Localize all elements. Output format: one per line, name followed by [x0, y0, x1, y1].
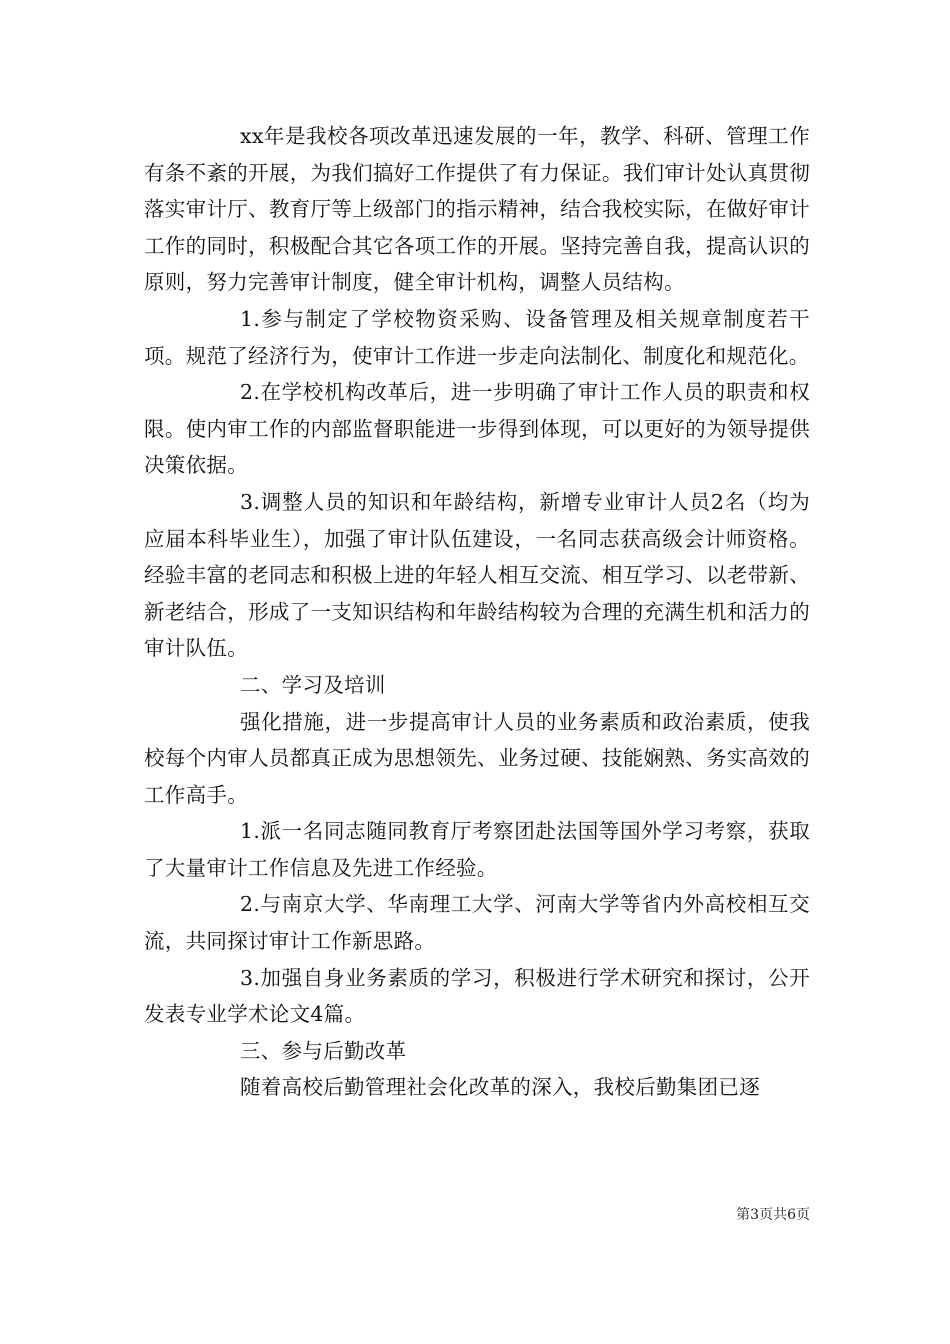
section-heading-study-training: 二、学习及培训 — [240, 672, 386, 697]
paragraph-intro: xx年是我校各项改革迅速发展的一年，教学、科研、管理工作有条不紊的开展，为我们搞好工作提供了有力保证。我们审计处认真贯彻落实审计厅、教育厅等上级部门的指示精神，结合我校实际，在做好审计工作的同时，积极配合其它各项工作的开展。坚持完善自我，提高认识的原则，努力完善审计制度，健全审计机构，调整人员结构。 — [144, 124, 810, 295]
paragraph-item-1: 1.参与制定了学校物资采购、设备管理及相关规章制度若干项。规范了经济行为，使审计工作进一步走向法制化、制度化和规范化。 — [144, 306, 810, 368]
paragraph-item-3: 3.调整人员的知识和年龄结构，新增专业审计人员2名（均为应届本科毕业生），加强了审计队伍建设，一名同志获高级会计师资格。经验丰富的老同志和积极上进的年轻人相互交流、相互学习、以老带新、新老结合，形成了一支知识结构和年龄结构较为合理的充满生机和活力的审计队伍。 — [144, 489, 810, 661]
document-body — [144, 118, 810, 1106]
paragraph-training-3: 3.加强自身业务素质的学习，积极进行学术研究和探讨，公开发表专业学术论文4篇。 — [144, 965, 810, 1027]
paragraph-logistics-intro: 随着高校后勤管理社会化改革的深入，我校后勤集团已逐 — [240, 1075, 760, 1100]
paragraph-training-2: 2.与南京大学、华南理工大学、河南大学等省内外高校相互交流，共同探讨审计工作新思路。 — [144, 892, 810, 954]
page-number: 第3页共6页 — [736, 1207, 810, 1223]
paragraph-training-intro: 强化措施，进一步提高审计人员的业务素质和政治素质，使我校每个内审人员都真正成为思想领先、业务过硬、技能娴熟、务实高效的工作高手。 — [144, 709, 810, 807]
paragraph-training-1: 1.派一名同志随同教育厅考察团赴法国等国外学习考察，获取了大量审计工作信息及先进工作经验。 — [144, 819, 810, 880]
section-heading-logistics-reform: 三、参与后勤改革 — [240, 1038, 407, 1063]
paragraph-item-2: 2.在学校机构改革后，进一步明确了审计工作人员的职责和权限。使内审工作的内部监督职能进一步得到体现，可以更好的为领导提供决策依据。 — [144, 380, 810, 478]
